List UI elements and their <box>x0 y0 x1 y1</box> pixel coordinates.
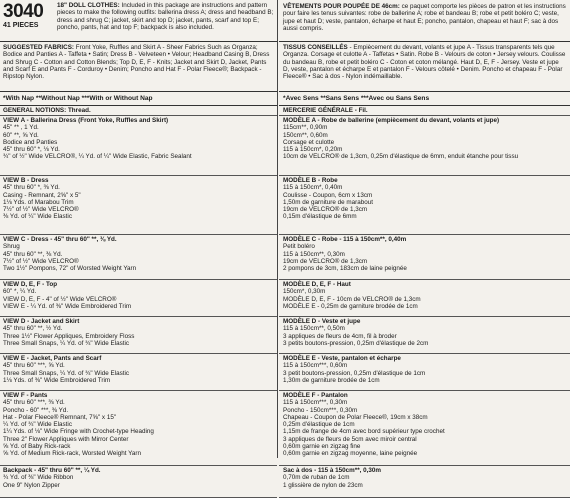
section-line: Coulisse - Coupon, 6cm x 13cm <box>283 191 373 199</box>
section-line: 1⅛ Yds. of Marabou Trim <box>3 198 74 206</box>
english-intro <box>57 2 274 39</box>
section-line: 45" thru 60" *, ⅛ Yd. <box>3 146 60 154</box>
section-line: 115 à 150cm**, 0,50m <box>283 325 345 333</box>
section-line: 115 à 150cm***, 0,60m <box>283 362 348 370</box>
section-line: 115 à 150cm**, 0,30m <box>283 250 345 258</box>
section-line: 1,15m de frange de 4cm avec bord supérieur type crochet <box>283 428 445 436</box>
section-line: Three Small Snaps, ¼ Yd. of ¾" Wide Elastic <box>3 369 130 377</box>
section-line: 45" ** , 1 Yd. <box>3 124 39 132</box>
requirement-section <box>279 106 570 116</box>
section-heading: MERCERIE GÉNÉRALE - Fil. <box>283 107 368 114</box>
fabrics-body-fr: - Empiècement du devant, volants et jupe A - Tissus transparents tels que Organza. Corsage et culotte A - Taffetas • Satin. Robe B - Velours de coton • Jersey velours. Coulisse du bandeau B, robe et petit boléro C - Coton et coton mélangé. Haut D, E, F - Jersey. Veste et jupe D, veste, pantalon et écharpe E et pantalon F - Velours côtelé • Denim. Poncho et chapeau F - Polar Fleece® • Sac à dos - Nylon indémaillable. <box>283 44 566 81</box>
section-line: Hat - Polar Fleece® Remnant, 7⅝" x 15" <box>3 413 117 421</box>
intro-title-fr: VÊTEMENTS POUR POUPÉE DE 46cm: <box>283 3 400 10</box>
english-requirements <box>0 106 277 498</box>
section-line: Bodice and Panties <box>3 138 58 146</box>
section-line: 0,70m de ruban de 1cm <box>283 474 350 482</box>
section-heading: VIEW B - Dress <box>3 177 49 184</box>
nap-legend-fr: *Avec Sens **Sans Sens ***Avec ou Sans Sens <box>279 92 570 106</box>
section-line: Poncho - 60" ***, ⅜ Yd. <box>3 406 69 414</box>
section-line: VIEW E - ¼ Yd. of ⅜" Wide Embroidered Trim <box>3 302 132 310</box>
section-line: 19cm de VELCRO® de 1,3cm <box>283 206 368 214</box>
section-line: 60" *, ¼ Yd. <box>3 288 37 296</box>
section-heading: Backpack - 45" thru 60" **, ¼ Yd. <box>3 467 101 474</box>
section-line: 0,60m garnie en zigzag fine <box>283 443 361 451</box>
requirement-section <box>0 116 277 176</box>
section-line: 0,60m garnie en zigzag moyenne, laine peignée <box>283 450 418 458</box>
requirement-section <box>0 106 277 116</box>
section-line: ¾" of ½" Wide VELCRO®, ¼ Yd. of ¼" Wide Elastic, Fabric Sealant <box>3 153 192 161</box>
section-line: 45" thru 60" **, ⅜ Yd. <box>3 250 63 258</box>
section-heading: Sac à dos - 115 à 150cm**, 0,30m <box>283 467 382 474</box>
section-line: Three Small Snaps, ¼ Yd. of ¾" Wide Elastic <box>3 339 130 347</box>
section-line: 3 petit boutons-pression, 0,25m d'élastique de 1cm <box>283 369 426 377</box>
section-line: 115 à 150cm***, 0,30m <box>283 399 348 407</box>
section-heading: MODÈLE A - Robe de ballerine (empiècement du devant, volants et jupe) <box>283 117 500 124</box>
fabrics-title: SUGGESTED FABRICS: <box>3 44 75 51</box>
section-line: 1¼ Yds. of ⅛" Wide Fringe with Crochet-type Heading <box>3 428 154 436</box>
section-line: ⅝ Yd. of Medium Rick-rack, Worsted Weight Yarn <box>3 450 142 458</box>
pattern-number: 3040 <box>3 1 44 22</box>
section-heading: VIEW A - Ballerina Dress (Front Yoke, Ruffles and Skirt) <box>3 117 169 124</box>
pieces-count: 41 PIECES <box>3 22 39 29</box>
section-heading: MODÈLE B - Robe <box>283 177 338 184</box>
section-line: MODÈLE E - 0,25m de garniture brodée de 1cm <box>283 302 418 310</box>
french-requirements <box>279 106 570 498</box>
requirement-section <box>279 466 570 498</box>
section-line: 45" thru 60" **, ½ Yd. <box>3 325 63 333</box>
requirement-section <box>279 354 570 391</box>
section-line: Three 1½" Flower Appliques, Embroidery Floss <box>3 332 135 340</box>
intro-body-fr: ce paquet comporte les pièces de patron et les instructions pour faire les tenus suivantes: robe de ballerine A; robe et bandeau B; robe et petit boléro C; veste, jupe et haut D; veste, pantalon, écharpe et haut E; poncho, pantalon, chapeau et haut F; sac à dos aussi compris. <box>283 3 566 33</box>
section-heading: GENERAL NOTIONS: Thread. <box>3 107 91 114</box>
section-line: ¾ Yd. of ⅜" Wide Ribbon <box>3 474 74 482</box>
section-heading: VIEW F - Pants <box>3 392 48 399</box>
section-line: 7½" of ½" Wide VELCRO® <box>3 257 79 265</box>
section-line: 3 petits boutons-pression, 0,25m d'élastique de 2cm <box>283 339 429 347</box>
section-line: 150cm**, 0,60m <box>283 131 328 139</box>
section-line: ¼ Yd. of ¾" Wide Elastic <box>3 421 72 429</box>
requirement-section <box>279 116 570 176</box>
requirement-section <box>0 280 277 317</box>
section-line: 60" **, ⅝ Yd. <box>3 131 39 139</box>
section-line: 1 glissière de nylon de 23cm <box>283 481 363 489</box>
english-header <box>0 0 277 42</box>
section-line: Three 2" Flower Appliques with Mirror Center <box>3 435 129 443</box>
section-line: MODÈLE D, E, F - 10cm de VELCRO® de 1,3cm <box>283 295 421 303</box>
section-line: ⅝ Yd. of Baby Rick-rack <box>3 443 71 451</box>
section-line: VIEW D, E, F - 4" of ½" Wide VELCRO® <box>3 295 117 303</box>
section-heading: VIEW D - Jacket and Skirt <box>3 318 80 325</box>
requirement-section <box>279 280 570 317</box>
section-line: Casing - Remnant, 2⅝" x 5" <box>3 191 81 199</box>
section-line: 2 pompons de 3cm, 183cm de laine peignée <box>283 265 407 273</box>
section-line: 3 appliques de fleurs de 5cm avec miroir central <box>283 435 417 443</box>
section-line: 45" thru 60" ***, ⅜ Yd. <box>3 399 65 407</box>
english-column <box>0 0 278 489</box>
requirement-section <box>279 235 570 280</box>
section-heading: VIEW E - Jacket, Pants and Scarf <box>3 355 102 362</box>
section-heading: VIEW C - Dress - 45" thru 60" **, ⅜ Yd. <box>3 236 117 243</box>
requirement-section <box>279 176 570 235</box>
section-line: One 9" Nylon Zipper <box>3 481 60 489</box>
pattern-id <box>3 2 57 39</box>
section-line: 1⅛ Yds. of ⅜" Wide Embroidered Trim <box>3 376 111 384</box>
section-line: 10cm de VELCRO® de 1,3cm, 0,25m d'élastique de 6mm, enduit étanche pour tissu <box>283 153 519 161</box>
section-line: 0,15m d'élastique de 6mm <box>283 213 357 221</box>
fabrics-title-fr: TISSUS CONSEILLÉS <box>283 44 348 51</box>
nap-legend: *With Nap **Without Nap ***With or Without Nap <box>0 92 277 106</box>
section-line: Petit boléro <box>283 243 315 251</box>
requirement-section <box>0 235 277 280</box>
section-heading: MODÈLE C - Robe - 115 à 150cm**, 0,40m <box>283 236 407 243</box>
section-line: 19cm de VELCRO® de 1,3cm <box>283 257 368 265</box>
requirement-section <box>0 391 277 466</box>
intro-title: 18" DOLL CLOTHES: <box>57 2 120 9</box>
section-heading: MODÈLE F - Pantalon <box>283 392 348 399</box>
section-line: 45" thru 60" *, ⅜ Yd. <box>3 184 60 192</box>
section-line: Two 1½" Pompons, 72" of Worsted Weight Yarn <box>3 265 137 273</box>
section-line: 115 à 150cm*, 0,20m <box>283 146 343 154</box>
section-line: Poncho - 150cm***, 0,30m <box>283 406 358 414</box>
section-line: 115cm**, 0,90m <box>283 124 328 132</box>
section-line: 1,50m de garniture de marabout <box>283 198 373 206</box>
section-line: 1,30m de garniture brodée de 1cm <box>283 376 380 384</box>
section-line: Corsage et culotte <box>283 138 335 146</box>
fabrics-body: Front Yoke, Ruffles and Skirt A - Sheer Fabrics Such as Organza; Bodice and Panties A - Taffeta • Satin; Dress B - Velveteen • Velour; Headband Casing B, Dress and Shrug C - Cotton and Cotton Blends; Top D, E, F - Knits; Jacket and Skirt D, Jacket, Pants and Scarf E and Pants F - Corduroy • Denim; Poncho and Hat F - Polar Fleece®; Backpack - Ripstop Nylon. <box>3 44 270 81</box>
section-line: 3 appliques de fleurs de 4cm, fil à broder <box>283 332 397 340</box>
section-heading: VIEW D, E, F - Top <box>3 281 58 288</box>
section-line: 0,25m d'élastique de 1cm <box>283 421 355 429</box>
requirement-section <box>0 317 277 354</box>
section-line: ⅜ Yd. of ¼" Wide Elastic <box>3 213 72 221</box>
section-line: 45" thru 60" ***, ⅝ Yd. <box>3 362 65 370</box>
french-column <box>279 0 570 489</box>
section-line: 150cm*, 0,30m <box>283 288 326 296</box>
section-line: Chapeau - Coupon de Polar Fleece®, 19cm x 38cm <box>283 413 428 421</box>
section-line: 115 à 150cm*, 0,40m <box>283 184 343 192</box>
section-heading: MODÈLE D, E, F - Haut <box>283 281 351 288</box>
french-intro <box>279 0 570 42</box>
requirement-section <box>0 354 277 391</box>
requirement-section <box>279 391 570 466</box>
suggested-fabrics <box>0 42 277 92</box>
tissus-conseilles <box>279 42 570 92</box>
requirement-section <box>279 317 570 354</box>
requirement-section <box>0 466 277 498</box>
intro-body: Included in this package are instructions and pattern pieces to make the following outfits: ballerina dress A; dress and headband B; dress and shrug C; jacket, skirt and top D; jacket, pants, scarf and top E; poncho, pants, hat and top F; backpack is also included. <box>57 2 274 32</box>
requirement-section <box>0 176 277 235</box>
section-line: Shrug <box>3 243 20 251</box>
section-line: 7½" of ½" Wide VELCRO® <box>3 206 79 214</box>
section-heading: MODÈLE D - Veste et jupe <box>283 318 361 325</box>
section-heading: MODÈLE E - Veste, pantalon et écharpe <box>283 355 401 362</box>
